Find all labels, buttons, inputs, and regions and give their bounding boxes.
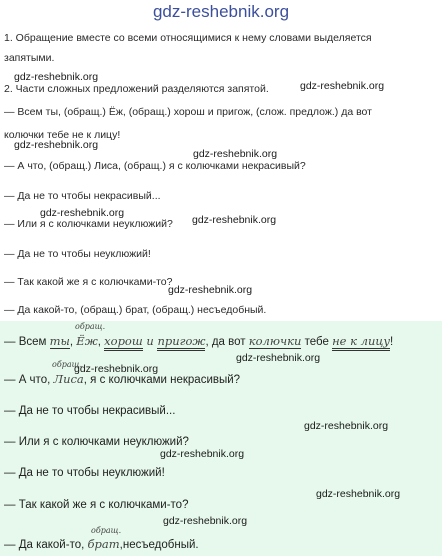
word-ezh: Ёж bbox=[76, 334, 98, 348]
answer-line-4: — Или я с колючками неуклюжий? bbox=[4, 436, 189, 448]
word-lisa: Лиса bbox=[53, 372, 84, 386]
watermark: gdz-reshebnik.org bbox=[304, 420, 389, 432]
watermark: gdz-reshebnik.org bbox=[168, 284, 253, 296]
text: , да вот bbox=[205, 336, 249, 348]
word-kolyuchki: колючки bbox=[248, 334, 302, 348]
annotation-obrashch: обращ. bbox=[75, 322, 106, 331]
watermark: gdz-reshebnik.org bbox=[193, 148, 278, 160]
site-header: gdz-reshebnik.org bbox=[152, 2, 290, 21]
rule-2-line: 2. Части сложных предложений разделяются запятой. bbox=[4, 83, 269, 95]
watermark: gdz-reshebnik.org bbox=[163, 515, 248, 527]
word-brat: брат bbox=[87, 537, 120, 551]
word-prigozh: пригож bbox=[157, 334, 205, 351]
text: , я с колючками некрасивый? bbox=[83, 374, 241, 386]
text: тебе bbox=[301, 336, 333, 348]
word-ty: ты bbox=[49, 334, 70, 348]
answer-line-5: — Да не то чтобы неуклюжий! bbox=[4, 467, 165, 479]
answer-line-3: — Да не то чтобы некрасивый... bbox=[4, 405, 176, 417]
sentence-3: — Да не то чтобы некрасивый... bbox=[4, 190, 161, 202]
answer-line-7 bbox=[4, 537, 199, 551]
text: ! bbox=[390, 336, 394, 348]
word-i: и bbox=[142, 334, 158, 348]
answer-line-1 bbox=[4, 334, 393, 348]
watermark: gdz-reshebnik.org bbox=[40, 207, 125, 219]
word-ne-k-litsu: не к лицу bbox=[332, 334, 390, 351]
sentence-1a: — Всем ты, (обращ.) Ёж, (обращ.) хорош и пригож, (слож. предлож.) да вот bbox=[4, 106, 372, 118]
text: ,несъедобный. bbox=[119, 539, 199, 551]
rule-1-line: 1. Обращение вместе со всеми относящимися к нему словами выделяется bbox=[4, 32, 372, 44]
rule-1-cont: запятыми. bbox=[4, 52, 55, 64]
text: — А что, bbox=[4, 374, 54, 386]
sentence-6: — Так какой же я с колючками-то? bbox=[4, 276, 173, 288]
watermark: gdz-reshebnik.org bbox=[160, 448, 245, 460]
annotation-obrashch: обращ. bbox=[52, 360, 83, 369]
text: — Всем bbox=[4, 336, 50, 348]
watermark: gdz-reshebnik.org bbox=[14, 71, 99, 83]
answer-line-2 bbox=[4, 372, 240, 386]
watermark: gdz-reshebnik.org bbox=[236, 352, 321, 364]
watermark: gdz-reshebnik.org bbox=[14, 139, 99, 151]
sentence-1b: колючки тебе не к лицу! bbox=[4, 129, 121, 141]
word-khorosh: хорош bbox=[104, 334, 143, 351]
watermark: gdz-reshebnik.org bbox=[316, 488, 401, 500]
text: , bbox=[69, 336, 77, 348]
sentence-4: — Или я с колючками неуклюжий? bbox=[4, 218, 173, 230]
text: , bbox=[97, 336, 105, 348]
watermark: gdz-reshebnik.org bbox=[300, 80, 385, 92]
answer-line-6: — Так какой же я с колючками-то? bbox=[4, 499, 189, 511]
sentence-2: — А что, (обращ.) Лиса, (обращ.) я с колючками некрасивый? bbox=[4, 160, 306, 172]
text: — Да какой-то, bbox=[4, 539, 88, 551]
watermark: gdz-reshebnik.org bbox=[192, 214, 277, 226]
sentence-5: — Да не то чтобы неуклюжий! bbox=[4, 248, 151, 260]
annotation-obrashch: обращ. bbox=[91, 526, 122, 535]
sentence-7: — Да какой-то, (обращ.) брат, (обращ.) несъедобный. bbox=[4, 304, 267, 316]
watermark: gdz-reshebnik.org bbox=[74, 363, 159, 375]
